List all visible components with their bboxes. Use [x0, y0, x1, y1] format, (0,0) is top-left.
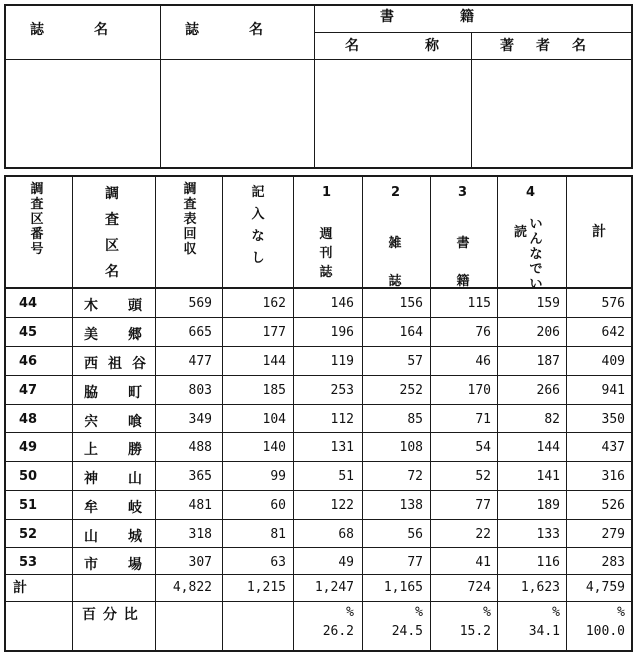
sum-label: 計	[13, 580, 27, 596]
district-name-char: 西	[84, 356, 98, 372]
cell-weekly: 146	[330, 296, 354, 311]
cell-not-filled: 104	[262, 412, 286, 427]
book-author-entry[interactable]	[472, 60, 631, 167]
district-number: 52	[19, 527, 38, 542]
cell-total: 409	[601, 354, 625, 369]
book-title-entry[interactable]	[315, 60, 471, 167]
district-number: 48	[19, 412, 38, 427]
district-number: 46	[19, 354, 38, 369]
col-header-weekly-magazine: 週刊誌	[319, 227, 333, 280]
cell-not-reading: 82	[544, 412, 560, 427]
pct-sign-magazine: %	[415, 605, 423, 620]
cell-books: 54	[475, 440, 491, 455]
district-number: 51	[19, 498, 38, 513]
pct-books: 15.2	[459, 624, 491, 639]
cell-magazine: 72	[407, 469, 423, 484]
cell-not-reading: 133	[536, 527, 560, 542]
district-name-char: 脇	[84, 385, 98, 401]
cell-not-filled: 177	[262, 325, 286, 340]
district-name-char: 山	[128, 471, 142, 487]
cell-weekly: 119	[330, 354, 354, 369]
col-header-magazine: 雑誌	[388, 236, 402, 289]
col-header-4-number: 4	[526, 185, 536, 200]
district-name-char: 場	[128, 557, 142, 573]
district-name-char: 城	[128, 529, 142, 545]
cell-magazine: 164	[399, 325, 423, 340]
cell-weekly: 68	[338, 527, 354, 542]
pct-not-reading: 34.1	[528, 624, 560, 639]
cell-returned: 569	[188, 296, 212, 311]
cell-magazine: 77	[407, 555, 423, 570]
col-header-books: 書籍	[456, 236, 470, 289]
cell-not-reading: 144	[536, 440, 560, 455]
cell-magazine: 85	[407, 412, 423, 427]
cell-returned: 365	[188, 469, 212, 484]
district-name-char: 市	[84, 557, 98, 573]
district-name-char: 山	[84, 529, 98, 545]
cell-total: 941	[601, 383, 625, 398]
cell-not-filled: 144	[262, 354, 286, 369]
cell-weekly: 112	[330, 412, 354, 427]
cell-books: 77	[475, 498, 491, 513]
cell-returned: 481	[188, 498, 212, 513]
sum-weekly: 1,247	[314, 580, 354, 595]
district-number: 49	[19, 440, 38, 455]
sum-returned: 4,822	[172, 580, 212, 595]
district-name-char: 祖	[108, 356, 122, 372]
district-name-char: 岐	[128, 500, 142, 516]
cell-not-reading: 141	[536, 469, 560, 484]
cell-not-filled: 81	[270, 527, 286, 542]
cell-returned: 803	[188, 383, 212, 398]
sum-books: 724	[467, 580, 491, 595]
cell-total: 316	[601, 469, 625, 484]
pct-sign-weekly: %	[346, 605, 354, 620]
header-magazine-name-1: 誌 名	[30, 22, 110, 38]
district-name-char: 木	[84, 298, 98, 314]
district-name-char: 町	[128, 385, 142, 401]
cell-books: 76	[475, 325, 491, 340]
header-book-title: 名 称	[345, 38, 441, 54]
district-name-char: 上	[84, 442, 98, 458]
cell-returned: 318	[188, 527, 212, 542]
cell-weekly: 253	[330, 383, 354, 398]
cell-total: 576	[601, 296, 625, 311]
col-header-total: 計	[592, 224, 606, 240]
cell-not-filled: 63	[270, 555, 286, 570]
cell-magazine: 108	[399, 440, 423, 455]
district-name-char: 喰	[128, 414, 142, 430]
district-name-char: 宍	[84, 414, 98, 430]
cell-not-reading: 159	[536, 296, 560, 311]
col-header-returned-forms: 調査表回収	[183, 182, 197, 257]
cell-returned: 488	[188, 440, 212, 455]
cell-total: 437	[601, 440, 625, 455]
district-name-char: 頭	[128, 298, 142, 314]
sum-not-filled: 1,215	[246, 580, 286, 595]
district-name-char: 郷	[128, 327, 142, 343]
district-name-char: 勝	[128, 442, 142, 458]
pct-weekly: 26.2	[322, 624, 354, 639]
cell-weekly: 49	[338, 555, 354, 570]
sum-magazine: 1,165	[383, 580, 423, 595]
cell-not-reading: 206	[536, 325, 560, 340]
cell-returned: 307	[188, 555, 212, 570]
col-header-not-filled: 記入なし	[251, 185, 265, 266]
cell-magazine: 156	[399, 296, 423, 311]
cell-not-filled: 99	[270, 469, 286, 484]
district-name-char: 神	[84, 471, 98, 487]
cell-magazine: 56	[407, 527, 423, 542]
cell-books: 170	[467, 383, 491, 398]
cell-returned: 477	[188, 354, 212, 369]
cell-not-filled: 185	[262, 383, 286, 398]
cell-magazine: 57	[407, 354, 423, 369]
district-name-char: 牟	[84, 500, 98, 516]
header-magazine-name-2: 誌 名	[185, 22, 265, 38]
cell-not-reading: 116	[536, 555, 560, 570]
cell-returned: 665	[188, 325, 212, 340]
district-number: 44	[19, 296, 38, 311]
col-header-district-number: 調査区番号	[30, 182, 44, 257]
sum-total: 4,759	[585, 580, 625, 595]
col-header-1-number: 1	[322, 185, 332, 200]
cell-magazine: 252	[399, 383, 423, 398]
district-number: 50	[19, 469, 38, 484]
district-number: 45	[19, 325, 38, 340]
magazine-name-entry-2[interactable]	[161, 60, 314, 167]
cell-books: 52	[475, 469, 491, 484]
cell-books: 22	[475, 527, 491, 542]
cell-not-reading: 266	[536, 383, 560, 398]
pct-sign-total: %	[617, 605, 625, 620]
magazine-name-entry-1[interactable]	[6, 60, 160, 167]
cell-total: 526	[601, 498, 625, 513]
cell-weekly: 122	[330, 498, 354, 513]
header-book-author: 著 者 名	[500, 38, 590, 54]
percentage-label: 百 分 比	[82, 607, 139, 623]
cell-total: 279	[601, 527, 625, 542]
district-number: 53	[19, 555, 38, 570]
cell-total: 642	[601, 325, 625, 340]
pct-magazine: 24.5	[391, 624, 423, 639]
pct-total: 100.0	[585, 624, 625, 639]
cell-total: 350	[601, 412, 625, 427]
cell-books: 115	[467, 296, 491, 311]
cell-not-filled: 162	[262, 296, 286, 311]
col-header-3-number: 3	[458, 185, 468, 200]
cell-not-reading: 189	[536, 498, 560, 513]
cell-weekly: 51	[338, 469, 354, 484]
sum-not-reading: 1,623	[520, 580, 560, 595]
cell-books: 41	[475, 555, 491, 570]
pct-sign-not-reading: %	[552, 605, 560, 620]
pct-sign-books: %	[483, 605, 491, 620]
cell-not-filled: 60	[270, 498, 286, 513]
cell-books: 71	[475, 412, 491, 427]
district-name-char: 谷	[132, 356, 146, 372]
cell-magazine: 138	[399, 498, 423, 513]
cell-returned: 349	[188, 412, 212, 427]
col-header-2-number: 2	[391, 185, 401, 200]
cell-books: 46	[475, 354, 491, 369]
cell-total: 283	[601, 555, 625, 570]
cell-not-filled: 140	[262, 440, 286, 455]
header-books: 書 籍	[380, 9, 476, 25]
cell-weekly: 196	[330, 325, 354, 340]
district-number: 47	[19, 383, 38, 398]
district-name-char: 美	[84, 327, 98, 343]
cell-not-reading: 187	[536, 354, 560, 369]
cell-weekly: 131	[330, 440, 354, 455]
